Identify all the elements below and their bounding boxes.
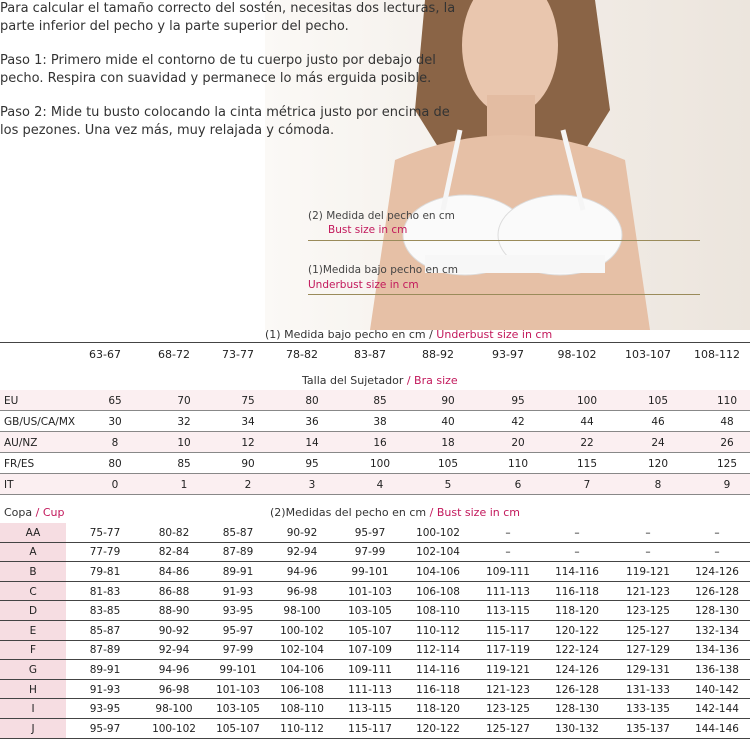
cup-label: J (0, 719, 66, 739)
bust-value-cell: 130-132 (555, 722, 599, 735)
bust-value-cell: 102-104 (280, 644, 324, 657)
size-value-cell: 80 (108, 457, 122, 470)
cup-title-es: Copa (4, 506, 36, 519)
bust-value-cell: 140-142 (695, 683, 739, 696)
bust-value-cell: – (645, 546, 651, 559)
row-divider (0, 494, 750, 495)
bust-label-en: Bust size in cm (328, 224, 408, 236)
bust-value-cell: 93-95 (89, 703, 121, 716)
cup-title (4, 506, 64, 519)
bust-value-cell: 98-100 (155, 703, 193, 716)
size-value-cell: 18 (441, 436, 455, 449)
bust-value-cell: 100-102 (416, 526, 460, 539)
bust-label-es: (2) Medida del pecho en cm (308, 210, 455, 222)
size-value-cell: 14 (305, 436, 319, 449)
cup-label: H (0, 680, 66, 700)
bust-value-cell: – (505, 526, 511, 539)
size-value-cell: 32 (177, 415, 191, 428)
underbust-range-cell: 78-82 (286, 347, 318, 361)
bust-value-cell: 87-89 (222, 546, 254, 559)
bust-value-cell: 95-97 (89, 722, 121, 735)
bust-value-cell: 101-103 (348, 585, 392, 598)
cup-row (0, 582, 750, 602)
cup-label: I (0, 699, 66, 719)
bust-value-cell: 119-121 (626, 565, 670, 578)
bust-value-cell: 120-122 (555, 624, 599, 637)
bust-value-cell: 113-115 (486, 605, 530, 618)
intro-paragraph-2: Paso 1: Primero mide el contorno de tu cuerpo justo por debajo del pecho. Respira con suavidad y permanece lo más erguida posible. (0, 53, 436, 86)
bust-size-title-en: / Bust size in cm (429, 506, 520, 519)
underbust-range-cell: 103-107 (625, 347, 671, 361)
size-value-cell: 8 (654, 478, 662, 491)
cup-row (0, 601, 750, 621)
bust-value-cell: 109-111 (348, 663, 392, 676)
bust-value-cell: 95-97 (222, 624, 254, 637)
size-value-cell: 95 (511, 394, 525, 407)
bust-value-cell: 126-128 (695, 585, 739, 598)
cup-row (0, 660, 750, 680)
size-value-cell: 42 (511, 415, 525, 428)
bust-value-cell: 80-82 (158, 526, 190, 539)
size-row (0, 432, 750, 453)
bust-value-cell: 110-112 (280, 722, 324, 735)
cup-row (0, 641, 750, 661)
bust-value-cell: 124-126 (555, 663, 599, 676)
cup-row (0, 719, 750, 739)
bust-value-cell: 103-105 (216, 703, 260, 716)
cup-label: B (0, 562, 66, 582)
size-row (0, 411, 750, 432)
size-value-cell: 105 (437, 457, 459, 470)
size-value-cell: 75 (241, 394, 255, 407)
size-value-cell: 6 (514, 478, 522, 491)
size-value-cell: 20 (511, 436, 525, 449)
size-value-cell: 3 (308, 478, 316, 491)
bust-value-cell: – (714, 526, 720, 539)
bust-value-cell: 121-123 (626, 585, 670, 598)
bust-value-cell: 134-136 (695, 644, 739, 657)
bust-value-cell: 128-130 (695, 605, 739, 618)
bust-value-cell: 116-118 (555, 585, 599, 598)
underbust-title-en: Underbust size in cm (436, 328, 553, 341)
size-value-cell: 36 (305, 415, 319, 428)
bust-value-cell: 118-120 (416, 703, 460, 716)
bust-value-cell: 133-135 (626, 703, 670, 716)
bust-value-cell: 115-117 (486, 624, 530, 637)
row-divider (0, 738, 750, 739)
bust-value-cell: 86-88 (158, 585, 190, 598)
bust-value-cell: 95-97 (354, 526, 386, 539)
table-top-divider (0, 342, 750, 343)
bust-value-cell: 135-137 (626, 722, 670, 735)
size-row (0, 453, 750, 474)
cup-row (0, 523, 750, 543)
size-value-cell: 120 (647, 457, 669, 470)
bust-value-cell: – (714, 546, 720, 559)
intro-paragraph-3: Paso 2: Mide tu busto colocando la cinta métrica justo por encima de los pezones. Una vez más, muy relajada y cómoda. (0, 105, 450, 138)
bust-value-cell: 100-102 (280, 624, 324, 637)
bust-value-cell: 120-122 (416, 722, 460, 735)
bust-value-cell: 110-112 (416, 624, 460, 637)
bust-value-cell: 89-91 (222, 565, 254, 578)
bust-value-cell: 114-116 (416, 663, 460, 676)
size-value-cell: 1 (180, 478, 188, 491)
size-value-cell: 100 (576, 394, 598, 407)
size-value-cell: 110 (507, 457, 529, 470)
size-value-cell: 90 (441, 394, 455, 407)
size-value-cell: 38 (373, 415, 387, 428)
bust-value-cell: 132-134 (695, 624, 739, 637)
bust-value-cell: – (505, 546, 511, 559)
bust-value-cell: – (645, 526, 651, 539)
bust-value-cell: 142-144 (695, 703, 739, 716)
bust-value-cell: 79-81 (89, 565, 121, 578)
bust-value-cell: 109-111 (486, 565, 530, 578)
underbust-range-cell: 98-102 (557, 347, 597, 361)
underbust-range-cell: 88-92 (422, 347, 454, 361)
bust-value-cell: 85-87 (89, 624, 121, 637)
underbust-title (265, 328, 552, 341)
size-value-cell: 0 (111, 478, 119, 491)
size-value-cell: 100 (369, 457, 391, 470)
bust-value-cell: 114-116 (555, 565, 599, 578)
bust-size-title (270, 506, 520, 519)
cup-label: A (0, 543, 66, 563)
size-value-cell: 44 (580, 415, 594, 428)
bust-value-cell: 88-90 (158, 605, 190, 618)
bust-value-cell: 94-96 (286, 565, 318, 578)
bust-value-cell: 93-95 (222, 605, 254, 618)
cup-row (0, 562, 750, 582)
bust-value-cell: 101-103 (216, 683, 260, 696)
cup-label: C (0, 582, 66, 602)
size-value-cell: 90 (241, 457, 255, 470)
bust-value-cell: 84-86 (158, 565, 190, 578)
size-value-cell: 8 (111, 436, 119, 449)
underbust-title-es: (1) Medida bajo pecho en cm / (265, 328, 437, 341)
size-value-cell: 16 (373, 436, 387, 449)
bust-value-cell: 122-124 (555, 644, 599, 657)
bust-value-cell: 125-127 (486, 722, 530, 735)
bust-value-cell: 94-96 (158, 663, 190, 676)
bust-value-cell: 77-79 (89, 546, 121, 559)
bust-value-cell: 126-128 (555, 683, 599, 696)
size-system-label: IT (4, 478, 14, 491)
bust-value-cell: 117-119 (486, 644, 530, 657)
size-value-cell: 85 (177, 457, 191, 470)
bust-value-cell: 123-125 (626, 605, 670, 618)
bust-value-cell: 105-107 (348, 624, 392, 637)
size-value-cell: 5 (444, 478, 452, 491)
bust-value-cell: 104-106 (416, 565, 460, 578)
bust-value-cell: 97-99 (354, 546, 386, 559)
bust-value-cell: 92-94 (158, 644, 190, 657)
bust-value-cell: 115-117 (348, 722, 392, 735)
size-value-cell: 24 (651, 436, 665, 449)
bust-value-cell: 96-98 (158, 683, 190, 696)
bust-value-cell: 91-93 (222, 585, 254, 598)
bust-size-title-es: (2)Medidas del pecho en cm (270, 506, 430, 519)
bust-value-cell: 106-108 (416, 585, 460, 598)
bust-value-cell: 116-118 (416, 683, 460, 696)
underbust-range-cell: 68-72 (158, 347, 190, 361)
bust-value-cell: 108-110 (280, 703, 324, 716)
size-system-label: AU/NZ (4, 436, 38, 449)
bust-value-cell: 96-98 (286, 585, 318, 598)
cup-row (0, 680, 750, 700)
underbust-measure-line (308, 294, 700, 295)
size-row (0, 390, 750, 411)
underbust-range-cell: 83-87 (354, 347, 386, 361)
size-system-label: FR/ES (4, 457, 35, 470)
bust-value-cell: 106-108 (280, 683, 324, 696)
bust-value-cell: 113-115 (348, 703, 392, 716)
bust-value-cell: 108-110 (416, 605, 460, 618)
size-value-cell: 115 (576, 457, 598, 470)
size-value-cell: 30 (108, 415, 122, 428)
bust-value-cell: 99-101 (219, 663, 257, 676)
size-value-cell: 9 (723, 478, 731, 491)
underbust-range-cell: 73-77 (222, 347, 254, 361)
bust-value-cell: 112-114 (416, 644, 460, 657)
bust-value-cell: 82-84 (158, 546, 190, 559)
bust-value-cell: 127-129 (626, 644, 670, 657)
bust-value-cell: 92-94 (286, 546, 318, 559)
bust-value-cell: 90-92 (158, 624, 190, 637)
bust-value-cell: 111-113 (348, 683, 392, 696)
size-value-cell: 2 (244, 478, 252, 491)
underbust-label-en: Underbust size in cm (308, 279, 419, 291)
bust-value-cell: 75-77 (89, 526, 121, 539)
size-value-cell: 26 (720, 436, 734, 449)
underbust-range-cell: 63-67 (89, 347, 121, 361)
cup-row (0, 543, 750, 563)
size-value-cell: 10 (177, 436, 191, 449)
bust-value-cell: 89-91 (89, 663, 121, 676)
bust-value-cell: 85-87 (222, 526, 254, 539)
underbust-range-cell: 93-97 (492, 347, 524, 361)
size-value-cell: 7 (583, 478, 591, 491)
bust-value-cell: 136-138 (695, 663, 739, 676)
bust-value-cell: 123-125 (486, 703, 530, 716)
intro-paragraph-1: Para calcular el tamaño correcto del sostén, necesitas dos lecturas, la parte inferior del pecho y la parte superior del pecho. (0, 1, 456, 34)
bust-value-cell: 131-133 (626, 683, 670, 696)
size-value-cell: 34 (241, 415, 255, 428)
bra-size-title-es: Talla del Sujetador (302, 374, 407, 387)
bust-value-cell: – (574, 526, 580, 539)
bust-value-cell: 100-102 (152, 722, 196, 735)
bust-value-cell: 104-106 (280, 663, 324, 676)
bust-value-cell: 118-120 (555, 605, 599, 618)
cup-row (0, 699, 750, 719)
size-system-label: GB/US/CA/MX (4, 415, 76, 428)
bust-value-cell: 111-113 (486, 585, 530, 598)
underbust-label-es: (1)Medida bajo pecho en cm (308, 264, 458, 276)
bust-value-cell: 87-89 (89, 644, 121, 657)
bust-value-cell: 103-105 (348, 605, 392, 618)
size-value-cell: 70 (177, 394, 191, 407)
size-value-cell: 95 (305, 457, 319, 470)
bust-value-cell: 144-146 (695, 722, 739, 735)
underbust-header-row (0, 344, 750, 364)
bust-value-cell: 129-131 (626, 663, 670, 676)
bust-value-cell: 125-127 (626, 624, 670, 637)
size-value-cell: 12 (241, 436, 255, 449)
size-value-cell: 110 (716, 394, 738, 407)
bust-value-cell: 97-99 (222, 644, 254, 657)
size-value-cell: 40 (441, 415, 455, 428)
bust-value-cell: 83-85 (89, 605, 121, 618)
bust-measure-line (308, 240, 700, 241)
size-value-cell: 4 (376, 478, 384, 491)
cup-label: F (0, 641, 66, 661)
bust-value-cell: 119-121 (486, 663, 530, 676)
cup-label: E (0, 621, 66, 641)
size-value-cell: 48 (720, 415, 734, 428)
intro-text (0, 0, 470, 156)
bust-value-cell: 90-92 (286, 526, 318, 539)
bust-value-cell: 124-126 (695, 565, 739, 578)
size-value-cell: 46 (651, 415, 665, 428)
size-row (0, 474, 750, 495)
size-value-cell: 105 (647, 394, 669, 407)
size-system-label: EU (4, 394, 19, 407)
cup-row (0, 621, 750, 641)
bust-value-cell: 91-93 (89, 683, 121, 696)
bust-value-cell: 107-109 (348, 644, 392, 657)
cup-label: AA (0, 523, 66, 543)
size-value-cell: 22 (580, 436, 594, 449)
cup-title-en: / Cup (35, 506, 65, 519)
bust-value-cell: 99-101 (351, 565, 389, 578)
underbust-range-cell: 108-112 (694, 347, 740, 361)
bust-value-cell: 98-100 (283, 605, 321, 618)
cup-label: G (0, 660, 66, 680)
bra-size-title-en: / Bra size (406, 374, 458, 387)
size-value-cell: 65 (108, 394, 122, 407)
cup-label: D (0, 601, 66, 621)
bust-value-cell: 121-123 (486, 683, 530, 696)
bust-value-cell: 105-107 (216, 722, 260, 735)
bust-value-cell: 102-104 (416, 546, 460, 559)
bra-size-title (302, 374, 458, 387)
bust-value-cell: 81-83 (89, 585, 121, 598)
bust-value-cell: – (574, 546, 580, 559)
bust-value-cell: 128-130 (555, 703, 599, 716)
size-value-cell: 125 (716, 457, 738, 470)
size-value-cell: 85 (373, 394, 387, 407)
size-value-cell: 80 (305, 394, 319, 407)
